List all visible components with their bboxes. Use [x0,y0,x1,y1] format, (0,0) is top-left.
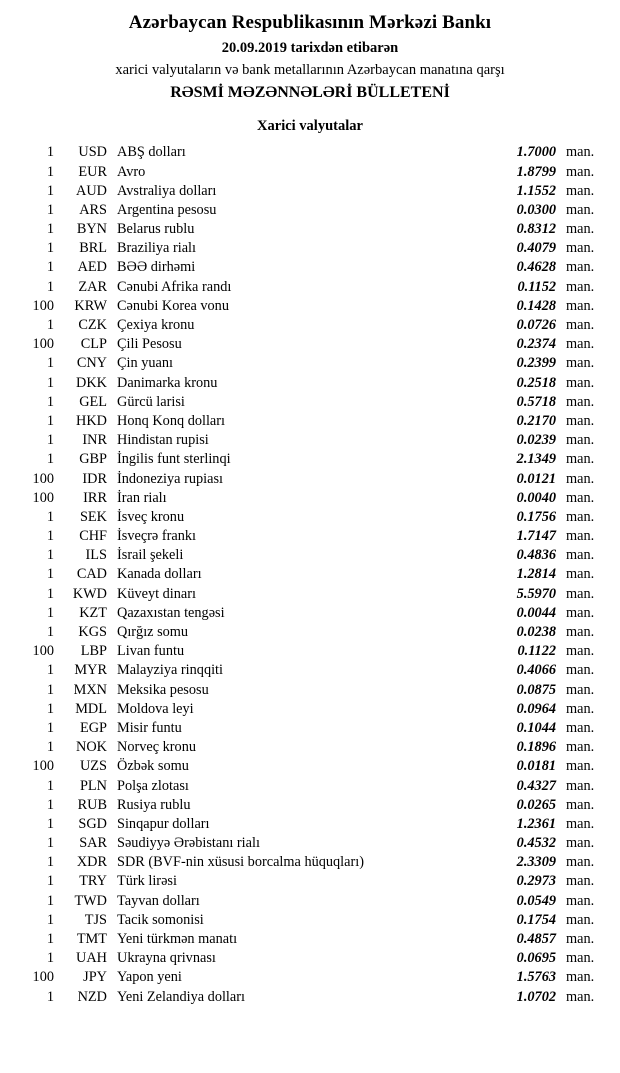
currency-rate: 0.4327 [516,777,556,794]
currency-code: IRR [83,489,107,506]
document-title: RƏSMİ MƏZƏNNƏLƏRİ BÜLLETENİ [170,84,450,102]
table-row [12,911,608,930]
currency-amount: 1 [46,182,54,199]
currency-name: Yapon yeni [117,969,182,986]
currency-code: EUR [78,163,107,180]
table-row [12,316,608,335]
currency-amount: 1 [46,221,54,238]
currency-code: PLN [79,777,107,794]
currency-amount: 1 [46,777,54,794]
currency-unit: man. [566,336,595,353]
currency-name: Türk lirəsi [117,873,177,890]
currency-amount: 1 [46,911,54,928]
currency-unit: man. [566,240,595,257]
currency-rate: 0.0239 [516,432,556,449]
currency-unit: man. [566,969,595,986]
currency-rate: 0.1896 [516,739,556,756]
currency-name: Sinqapur dolları [117,815,210,832]
table-row [12,239,608,258]
currency-rate: 1.8799 [516,163,556,180]
table-row [12,757,608,776]
currency-name: Malayziya rinqqiti [117,662,224,679]
currency-code: ZAR [78,278,107,295]
currency-rate: 1.1552 [516,182,556,199]
currency-amount: 100 [32,297,54,314]
currency-code: DKK [76,374,107,391]
section-title: Xarici valyutalar [257,118,363,135]
table-row [12,930,608,949]
currency-code: KGS [78,624,107,641]
table-row [12,278,608,297]
currency-unit: man. [566,681,595,698]
currency-name: İsveç kronu [117,508,185,525]
currency-name: Danimarka kronu [117,374,218,391]
currency-name: Ukrayna qrivnası [117,950,216,967]
currency-unit: man. [566,758,595,775]
currency-name: Moldova leyi [117,700,194,717]
table-row [12,623,608,642]
currency-unit: man. [566,643,595,660]
currency-amount: 1 [46,259,54,276]
currency-unit: man. [566,182,595,199]
currency-code: INR [82,432,107,449]
table-row [12,297,608,316]
currency-amount: 1 [46,604,54,621]
currency-code: SAR [79,835,107,852]
table-row [12,719,608,738]
currency-unit: man. [566,374,595,391]
currency-code: CHF [79,528,107,545]
table-row [12,585,608,604]
currency-name: Argentina pesosu [117,201,217,218]
currency-amount: 1 [46,681,54,698]
currency-unit: man. [566,489,595,506]
currency-amount: 1 [46,796,54,813]
currency-rate: 0.8312 [516,221,556,238]
currency-amount: 100 [32,336,54,353]
currency-rate: 0.4857 [516,931,556,948]
currency-amount: 100 [32,758,54,775]
currency-rate: 5.5970 [516,585,556,602]
currency-amount: 100 [32,489,54,506]
currency-code: XDR [76,854,107,871]
currency-amount: 1 [46,163,54,180]
currency-amount: 1 [46,201,54,218]
table-row [12,489,608,508]
table-row [12,853,608,872]
currency-rate: 0.2973 [516,873,556,890]
currency-rate: 0.0300 [516,201,556,218]
currency-amount: 1 [46,278,54,295]
table-row [12,796,608,815]
currency-name: Cənubi Korea vonu [117,297,229,314]
currency-name: Səudiyyə Ərəbistanı rialı [117,835,260,852]
currency-rate: 0.4079 [516,240,556,257]
currency-code: NZD [77,988,107,1005]
currency-rate: 0.5718 [516,393,556,410]
table-row [12,738,608,757]
currency-code: BRL [79,240,107,257]
currency-unit: man. [566,931,595,948]
table-row [12,469,608,488]
currency-unit: man. [566,259,595,276]
currency-code: SEK [79,508,107,525]
table-row [12,258,608,277]
currency-code: AUD [76,182,107,199]
currency-unit: man. [566,700,595,717]
currency-rates-table [12,143,608,1006]
currency-code: EGP [79,719,107,736]
currency-unit: man. [566,911,595,928]
currency-rate: 0.0875 [516,681,556,698]
currency-code: JPY [83,969,107,986]
currency-amount: 1 [46,585,54,602]
currency-unit: man. [566,815,595,832]
currency-code: UZS [79,758,107,775]
currency-name: Çili Pesosu [117,336,182,353]
table-row [12,373,608,392]
currency-rate: 1.7147 [516,528,556,545]
currency-amount: 1 [46,566,54,583]
currency-unit: man. [566,355,595,372]
currency-amount: 100 [32,969,54,986]
currency-amount: 1 [46,432,54,449]
currency-name: Avro [117,163,146,180]
currency-rate: 0.1754 [516,911,556,928]
currency-name: Belarus rublu [117,221,195,238]
currency-unit: man. [566,624,595,641]
currency-unit: man. [566,777,595,794]
currency-rate: 1.2814 [516,566,556,583]
currency-rate: 0.1122 [517,643,556,660]
currency-amount: 1 [46,240,54,257]
table-row [12,987,608,1006]
currency-amount: 1 [46,374,54,391]
currency-rate: 0.1756 [516,508,556,525]
currency-code: AED [77,259,107,276]
currency-unit: man. [566,451,595,468]
currency-amount: 1 [46,451,54,468]
currency-code: CZK [78,317,107,334]
table-row [12,182,608,201]
currency-code: MYR [74,662,107,679]
table-row [12,872,608,891]
currency-name: İsrail şekeli [117,547,184,564]
currency-code: MXN [73,681,107,698]
currency-unit: man. [566,547,595,564]
currency-code: TRY [79,873,107,890]
currency-name: Honq Konq dolları [117,412,226,429]
currency-code: ARS [79,201,107,218]
currency-rate: 0.4836 [516,547,556,564]
currency-code: IDR [82,470,107,487]
currency-amount: 1 [46,393,54,410]
currency-name: ABŞ dolları [117,144,186,161]
currency-amount: 1 [46,835,54,852]
currency-name: Cənubi Afrika randı [117,278,232,295]
currency-code: USD [78,144,107,161]
currency-unit: man. [566,585,595,602]
table-row [12,527,608,546]
currency-name: Braziliya rialı [117,240,196,257]
currency-rate: 0.4532 [516,835,556,852]
currency-rate: 0.1428 [516,297,556,314]
currency-unit: man. [566,393,595,410]
currency-name: İsveçrə frankı [117,528,196,545]
currency-unit: man. [566,892,595,909]
currency-unit: man. [566,297,595,314]
currency-unit: man. [566,163,595,180]
currency-rate: 0.4066 [516,662,556,679]
currency-rate: 0.0121 [516,470,556,487]
currency-rate: 2.3309 [516,854,556,871]
currency-amount: 1 [46,854,54,871]
currency-amount: 100 [32,470,54,487]
currency-amount: 1 [46,144,54,161]
table-row [12,162,608,181]
currency-unit: man. [566,432,595,449]
currency-name: Avstraliya dolları [117,182,217,199]
table-row [12,335,608,354]
currency-name: BƏƏ dirhəmi [117,259,196,276]
currency-code: ILS [85,547,107,564]
currency-unit: man. [566,796,595,813]
table-row [12,815,608,834]
currency-rate: 0.2374 [516,336,556,353]
currency-rate: 0.0726 [516,317,556,334]
currency-name: Küveyt dinarı [117,585,197,602]
table-row [12,354,608,373]
currency-code: KWD [72,585,107,602]
currency-code: TMT [76,931,107,948]
table-row [12,680,608,699]
table-row [12,892,608,911]
table-row [12,201,608,220]
table-row [12,431,608,450]
table-row [12,700,608,719]
currency-code: UAH [76,950,107,967]
currency-name: Qırğız somu [117,624,189,641]
currency-name: Çexiya kronu [117,317,195,334]
currency-amount: 1 [46,355,54,372]
effective-date: 20.09.2019 tarixdən etibarən [221,39,399,56]
currency-amount: 1 [46,950,54,967]
currency-code: NOK [76,739,107,756]
currency-amount: 1 [46,815,54,832]
currency-rates-body [12,143,608,1006]
currency-unit: man. [566,873,595,890]
currency-code: CAD [76,566,107,583]
currency-rate: 0.0265 [516,796,556,813]
currency-name: Tacik somonisi [117,911,204,928]
currency-amount: 1 [46,624,54,641]
currency-unit: man. [566,662,595,679]
currency-name: Yeni türkmən manatı [117,931,238,948]
currency-rate: 2.1349 [516,451,556,468]
currency-unit: man. [566,412,595,429]
currency-rate: 0.0040 [516,489,556,506]
table-row [12,508,608,527]
currency-name: Livan funtu [117,643,185,660]
currency-unit: man. [566,854,595,871]
currency-name: Hindistan rupisi [117,432,209,449]
currency-amount: 1 [46,873,54,890]
currency-name: Polşa zlotası [117,777,189,794]
table-row [12,546,608,565]
currency-rate: 0.2170 [516,412,556,429]
currency-name: Qazaxıstan tengəsi [117,604,225,621]
currency-rate: 0.1044 [516,719,556,736]
currency-unit: man. [566,278,595,295]
currency-rate: 0.2399 [516,355,556,372]
currency-unit: man. [566,317,595,334]
currency-name: Özbək somu [117,758,189,775]
currency-code: CLP [80,336,107,353]
currency-amount: 100 [32,643,54,660]
currency-amount: 1 [46,719,54,736]
currency-rate: 0.4628 [516,259,556,276]
currency-unit: man. [566,201,595,218]
table-row [12,143,608,162]
currency-code: GBP [79,451,107,468]
currency-name: İran rialı [117,489,167,506]
currency-amount: 1 [46,508,54,525]
currency-unit: man. [566,719,595,736]
currency-amount: 1 [46,412,54,429]
currency-name: İngilis funt sterlinqi [117,451,231,468]
table-row [12,776,608,795]
currency-code: LBP [80,643,107,660]
currency-rate: 1.2361 [516,815,556,832]
table-row [12,220,608,239]
currency-name: Tayvan dolları [117,892,200,909]
table-row [12,565,608,584]
table-row [12,450,608,469]
currency-unit: man. [566,739,595,756]
currency-amount: 1 [46,892,54,909]
table-row [12,642,608,661]
currency-code: KRW [74,297,107,314]
currency-unit: man. [566,144,595,161]
table-row [12,393,608,412]
currency-unit: man. [566,470,595,487]
currency-name: Gürcü larisi [117,393,185,410]
currency-amount: 1 [46,988,54,1005]
currency-unit: man. [566,221,595,238]
currency-code: TJS [84,911,107,928]
currency-name: Yeni Zelandiya dolları [117,988,245,1005]
currency-name: Norveç kronu [117,739,197,756]
currency-rate: 0.0695 [516,950,556,967]
table-row [12,412,608,431]
currency-unit: man. [566,566,595,583]
currency-code: CNY [76,355,107,372]
currency-unit: man. [566,950,595,967]
currency-amount: 1 [46,931,54,948]
currency-rate: 1.5763 [516,969,556,986]
currency-amount: 1 [46,700,54,717]
currency-amount: 1 [46,317,54,334]
currency-rate: 0.0238 [516,624,556,641]
currency-rate: 0.0549 [516,892,556,909]
currency-rate: 0.0181 [516,758,556,775]
currency-unit: man. [566,835,595,852]
currency-code: SGD [78,815,107,832]
table-row [12,604,608,623]
currency-amount: 1 [46,547,54,564]
bank-name: Azərbaycan Respublikasının Mərkəzi Bankı [128,12,492,33]
currency-rate: 1.0702 [516,988,556,1005]
currency-code: KZT [79,604,107,621]
currency-code: RUB [77,796,107,813]
currency-rate: 0.0044 [516,604,556,621]
currency-unit: man. [566,604,595,621]
currency-code: BYN [76,221,107,238]
currency-amount: 1 [46,739,54,756]
currency-amount: 1 [46,528,54,545]
currency-code: HKD [76,412,107,429]
currency-name: Kanada dolları [117,566,202,583]
document-subtitle: xarici valyutaların və bank metallarının Azərbaycan manatına qarşı [115,61,505,78]
currency-rate: 1.7000 [516,144,556,161]
table-row [12,949,608,968]
currency-name: İndoneziya rupiası [117,470,223,487]
table-row [12,968,608,987]
document-header [12,12,608,102]
currency-name: SDR (BVF-nin xüsusi borcalma hüquqları) [117,854,364,871]
currency-amount: 1 [46,662,54,679]
currency-rate: 0.0964 [516,700,556,717]
table-row [12,834,608,853]
currency-code: MDL [75,700,107,717]
currency-unit: man. [566,528,595,545]
currency-code: GEL [79,393,107,410]
table-row [12,661,608,680]
currency-unit: man. [566,508,595,525]
currency-name: Misir funtu [117,719,182,736]
currency-name: Rusiya rublu [117,796,191,813]
currency-code: TWD [74,892,107,909]
currency-rate: 0.1152 [517,278,556,295]
currency-rate: 0.2518 [516,374,556,391]
currency-name: Meksika pesosu [117,681,209,698]
currency-unit: man. [566,988,595,1005]
currency-name: Çin yuanı [117,355,173,372]
